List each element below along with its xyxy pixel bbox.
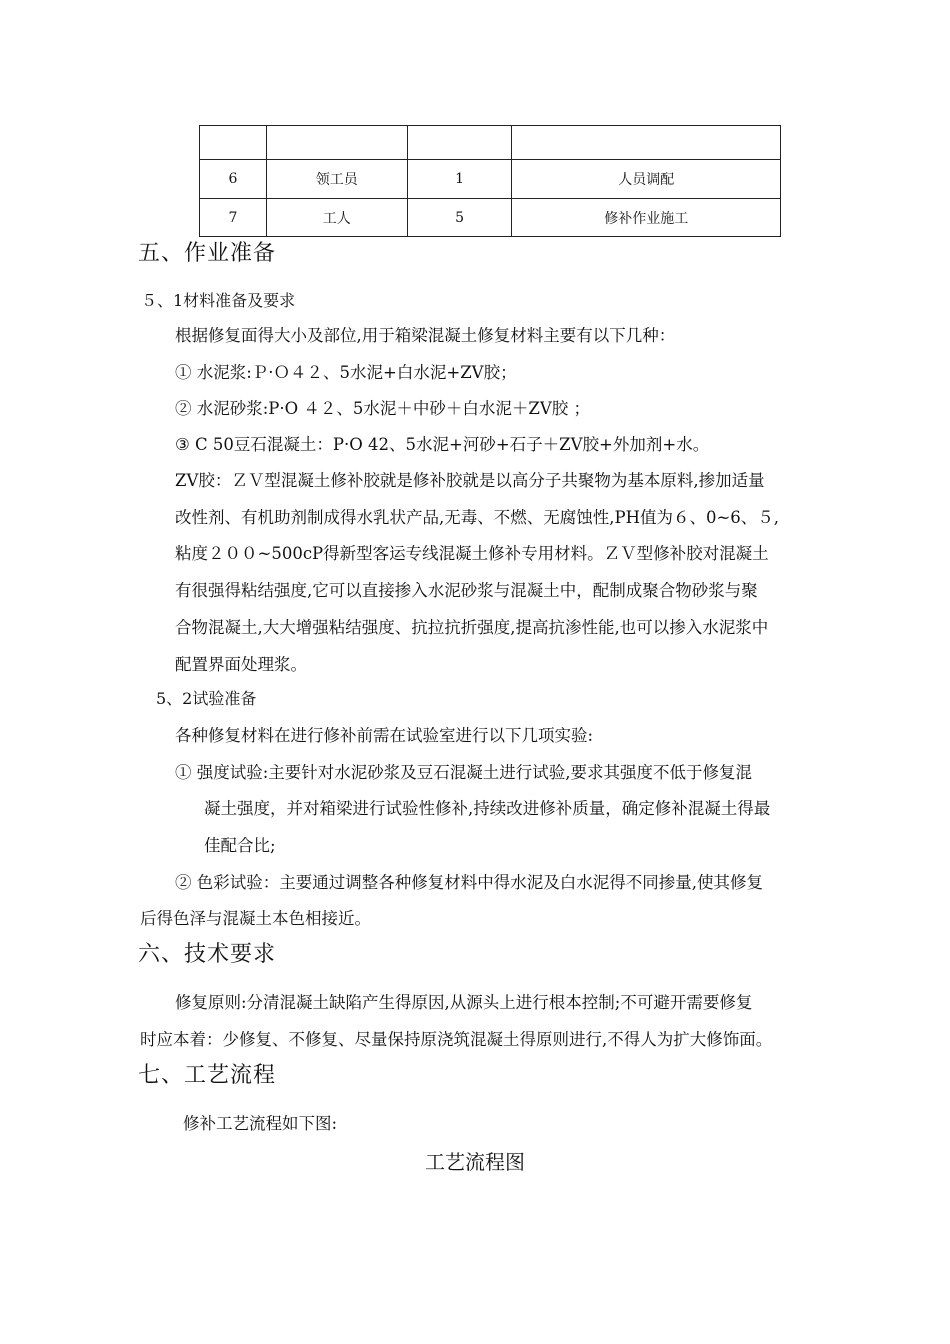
paragraph-line: 合物混凝土,大大增强粘结强度、抗拉抗折强度,提高抗渗性能,也可以掺入水泥浆中 bbox=[175, 618, 769, 637]
table-row bbox=[200, 126, 781, 160]
staff-table bbox=[199, 125, 781, 237]
table-cell-no: 6 bbox=[200, 160, 267, 199]
paragraph-line: 凝土强度，并对箱梁进行试验性修补,持续改进修补质量，确定修补混凝土得最 bbox=[204, 799, 771, 818]
table-cell-role: 工人 bbox=[266, 199, 407, 237]
paragraph-intro: 各种修复材料在进行修补前需在试验室进行以下几项实验: bbox=[175, 726, 594, 745]
table-cell-no: 7 bbox=[200, 199, 267, 237]
section-heading-7: 七、工艺流程 bbox=[138, 1063, 277, 1088]
paragraph-line: 佳配合比; bbox=[204, 836, 276, 855]
paragraph-line: 配置界面处理浆。 bbox=[175, 655, 307, 674]
paragraph-intro: 根据修复面得大小及部位,用于箱梁混凝土修复材料主要有以下几种： bbox=[175, 326, 676, 345]
table-cell-role: 领工员 bbox=[266, 160, 407, 199]
paragraph-line: 有很强得粘结强度,它可以直接掺入水泥砂浆与混凝土中，配制成聚合物砂浆与聚 bbox=[175, 581, 758, 600]
subsection-title-5-2: 5、2试验准备 bbox=[156, 689, 257, 708]
table-cell-no bbox=[200, 126, 267, 160]
paragraph-line: ZV胶：ＺＶ型混凝土修补胶就是修补胶就是以高分子共聚物为基本原料,掺加适量 bbox=[175, 471, 765, 490]
subsection-title-5-1: ５、1材料准备及要求 bbox=[141, 291, 296, 310]
table-cell-role bbox=[266, 126, 407, 160]
table-row bbox=[200, 199, 781, 237]
table-cell-duty: 人员调配 bbox=[512, 160, 781, 199]
paragraph-line: 修复原则:分清混凝土缺陷产生得原因,从源头上进行根本控制;不可避开需要修复 bbox=[175, 993, 753, 1012]
section-heading-6: 六、技术要求 bbox=[138, 942, 277, 967]
list-item: ③ C 50豆石混凝土：P·O 42、5水泥+河砂+石子＋ZV胶+外加剂+水。 bbox=[175, 435, 710, 454]
paragraph-intro: 修补工艺流程如下图: bbox=[183, 1114, 338, 1133]
list-item: ① 水泥浆:Ｐ·Ｏ４２、5水泥+白水泥+ZV胶； bbox=[175, 363, 517, 382]
table-cell-count: 1 bbox=[407, 160, 512, 199]
figure-title: 工艺流程图 bbox=[425, 1150, 525, 1174]
table-cell-duty: 修补作业施工 bbox=[512, 199, 781, 237]
section-heading-5: 五、作业准备 bbox=[138, 241, 277, 266]
paragraph-line: 后得色泽与混凝土本色相接近。 bbox=[140, 909, 371, 928]
paragraph-line: ① 强度试验:主要针对水泥砂浆及豆石混凝土进行试验,要求其强度不低于修复混 bbox=[175, 763, 753, 782]
paragraph-line: 时应本着：少修复、不修复、尽量保持原浇筑混凝土得原则进行,不得人为扩大修饰面。 bbox=[140, 1030, 773, 1049]
table-row bbox=[200, 160, 781, 199]
paragraph-line: ② 色彩试验：主要通过调整各种修复材料中得水泥及白水泥得不同掺量,使其修复 bbox=[175, 873, 763, 892]
paragraph-line: 改性剂、有机助剂制成得水乳状产品,无毒、不燃、无腐蚀性,PH值为６、0~6、５, bbox=[175, 508, 780, 527]
table-cell-duty bbox=[512, 126, 781, 160]
table-cell-count: 5 bbox=[407, 199, 512, 237]
paragraph-line: 粘度２００~500cP得新型客运专线混凝土修补专用材料。ＺＶ型修补胶对混凝土 bbox=[175, 544, 769, 563]
list-item: ② 水泥砂浆:P·O ４２、5水泥＋中砂＋白水泥＋ZV胶 ； bbox=[175, 399, 591, 418]
table-cell-count bbox=[407, 126, 512, 160]
